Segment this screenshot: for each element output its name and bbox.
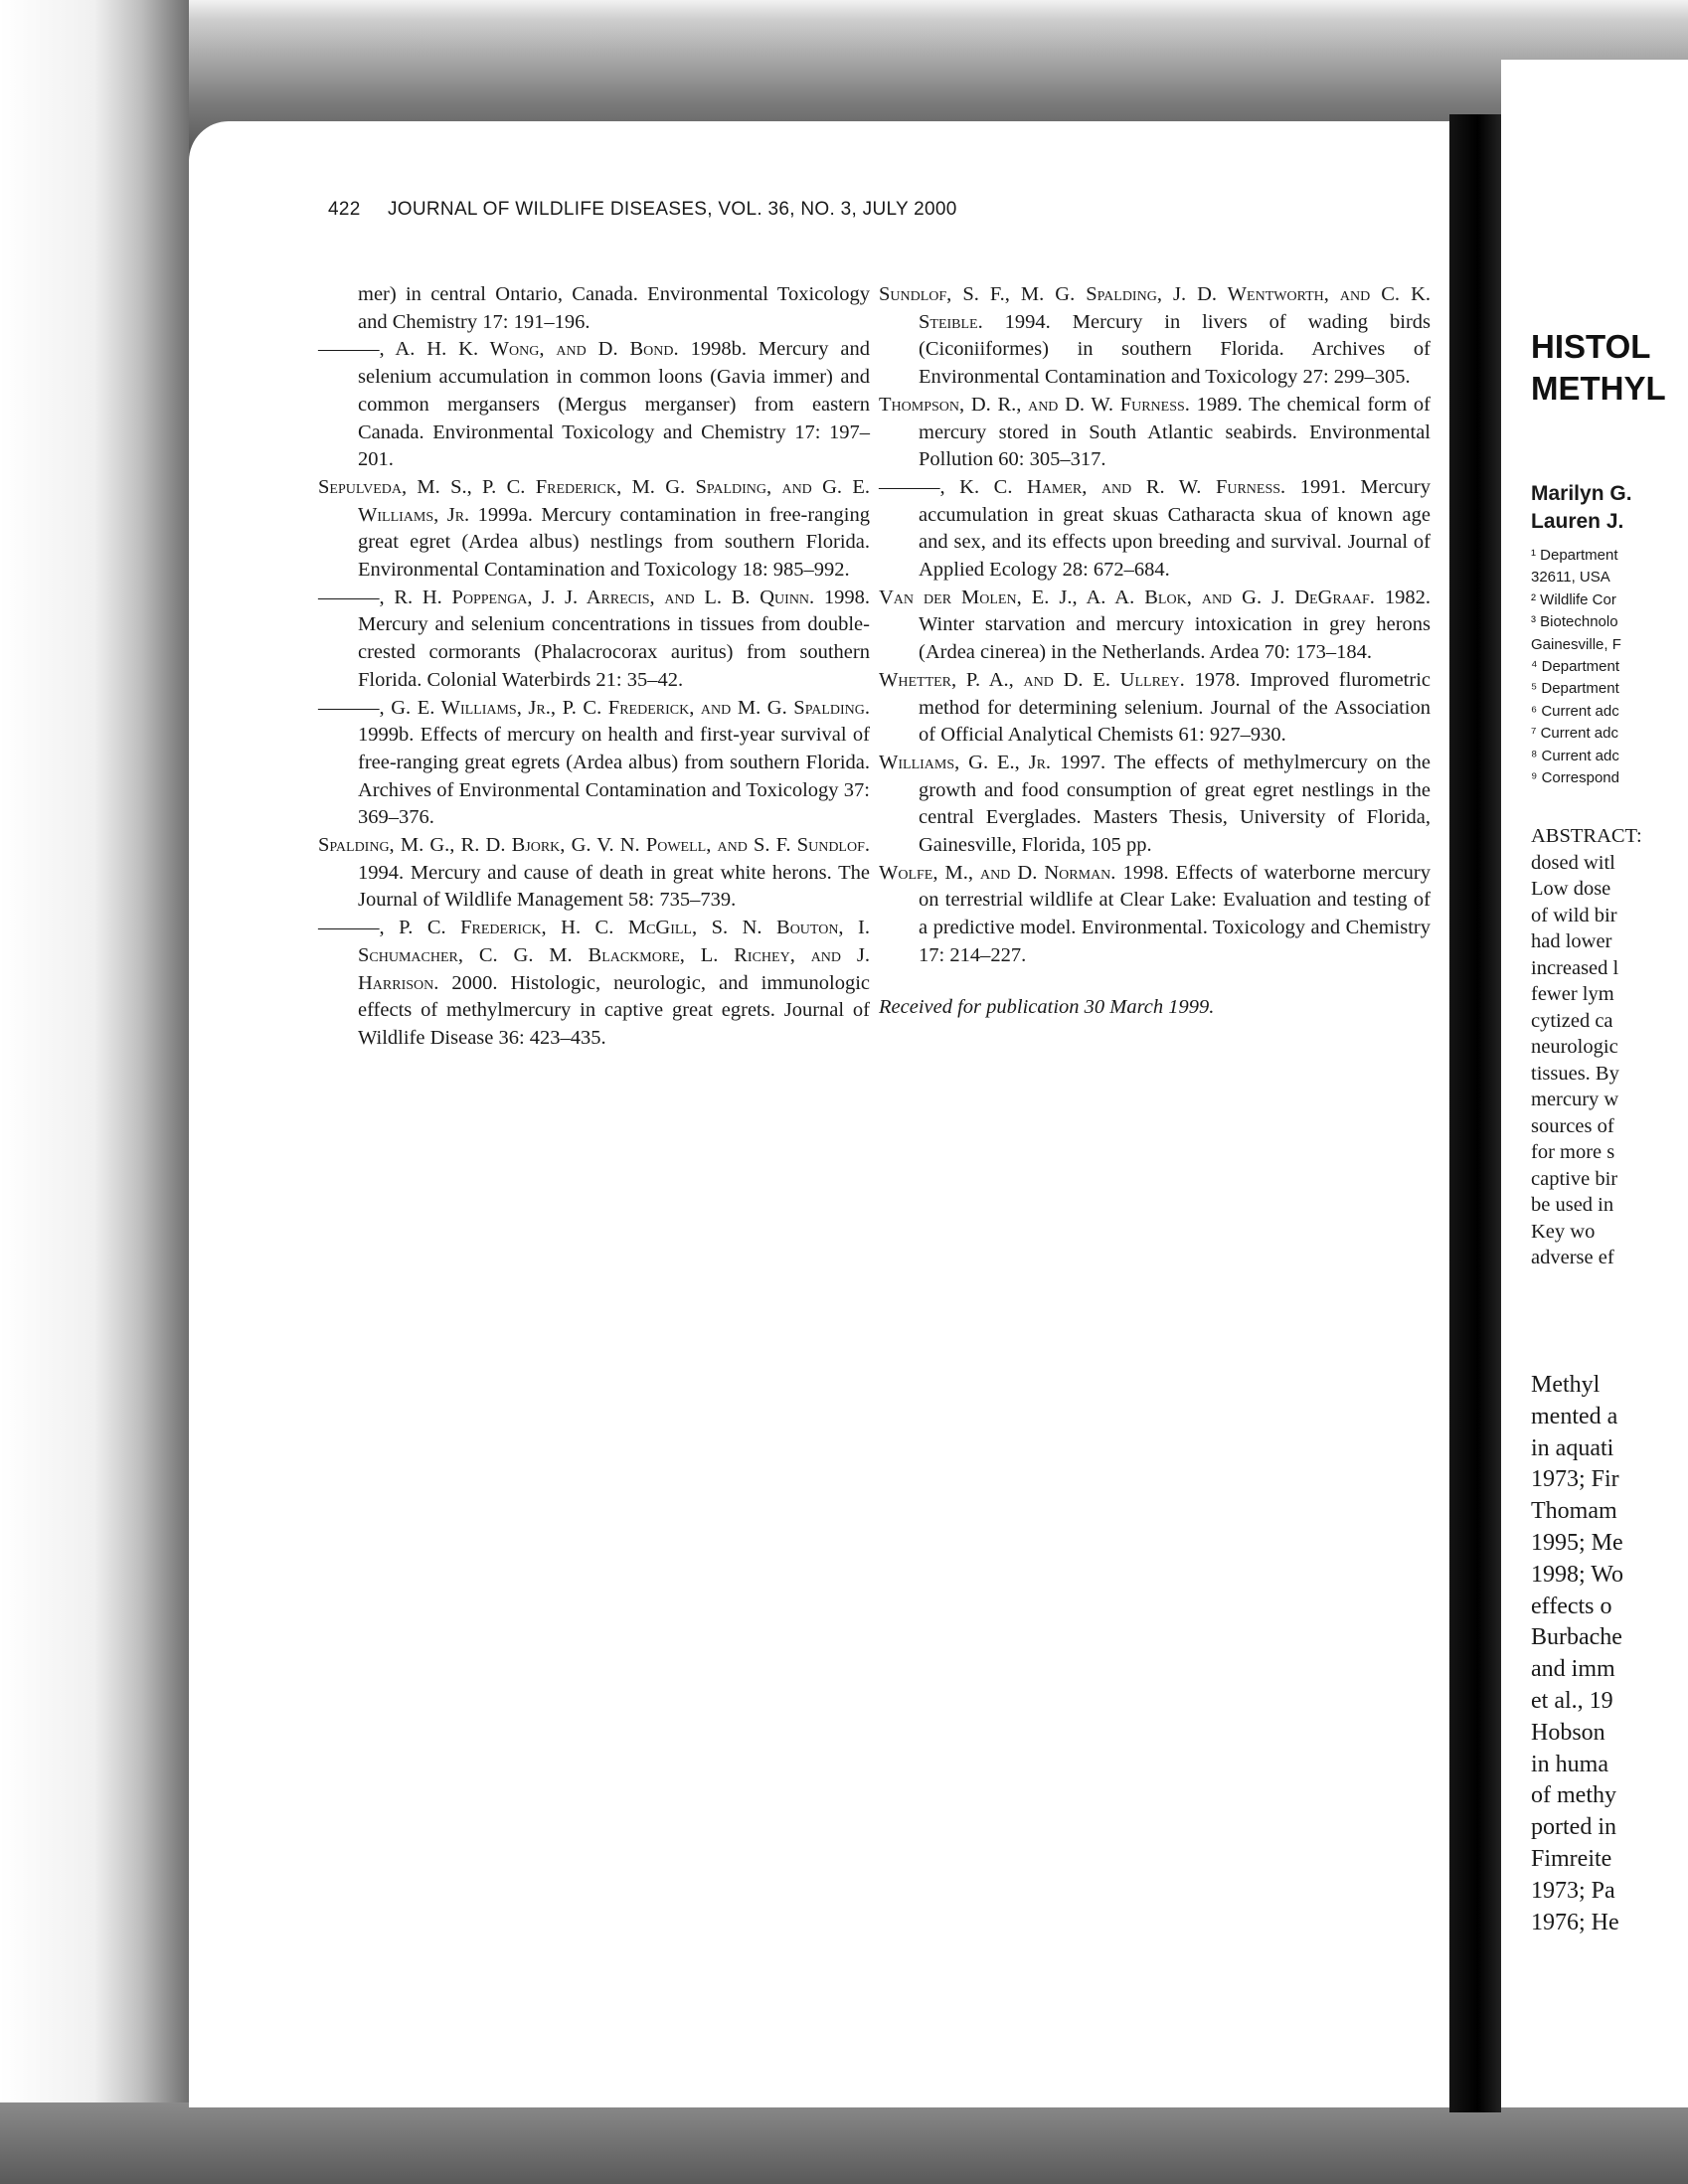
reference-authors: Sepulveda, M. S., P. C. Frederick, M. G. Spalding, and G. E. Williams, Jr. [318,475,870,526]
scan-border-left [0,0,189,2184]
reference-entry [318,695,870,833]
affiliation-line: ³ Biotechnolo [1531,613,1618,631]
reference-text: 1998. Effects of waterborne mercury on terrestrial wildlife at Clear Lake: Evaluation and testing of a predictive model. Environmental. Toxicology and Chemistry 17: 214–227. [919,861,1431,966]
body-line: 1995; Me [1531,1529,1623,1556]
abstract-line: ABSTRACT: [1531,825,1642,847]
affiliation-line: ⁶ Current adc [1531,702,1619,720]
facing-page-title [1531,326,1670,410]
affiliation-line: ⁵ Department [1531,680,1619,698]
body-line: mented a [1531,1403,1618,1429]
body-line: 1973; Fir [1531,1466,1619,1493]
abstract-line: tissues. By [1531,1062,1619,1085]
reference-entry [318,915,870,1053]
references-right-column [879,281,1431,1042]
body-line: Hobson [1531,1719,1605,1746]
abstract-line: captive bir [1531,1167,1618,1190]
body-line: of methy [1531,1782,1616,1809]
body-line: Methyl [1531,1372,1601,1398]
affiliation-line: ² Wildlife Cor [1531,590,1616,608]
reference-text: 1999a. Mercury contamination in free-ranging great egret (Ardea albus) nestlings from southern Florida. Environmental Contamination and Toxicology 18: 985–992. [358,503,870,582]
affiliation-line: 32611, USA [1531,569,1610,587]
body-line: Burbache [1531,1624,1622,1651]
reference-text: 1997. The effects of methylmercury on the growth and food consumption of great egret nestlings in the central Everglades. Masters Thesis, University of Florida, Gainesville, Florida, 105 pp. [919,751,1432,857]
affiliation-line: Gainesville, F [1531,635,1621,653]
reference-authors: ———, R. H. Poppenga, J. J. Arrecis, and L. B. Quinn. [318,586,815,608]
abstract-line: for more s [1531,1141,1615,1163]
affiliation-line: ⁷ Current adc [1531,725,1618,743]
author-line: Lauren J. [1531,510,1624,533]
abstract-line: had lower [1531,930,1612,952]
reference-entry [879,585,1431,667]
reference-authors: ———, K. C. Hamer, and R. W. Furness. [879,475,1286,498]
scan-border-bottom [0,2102,1688,2184]
reference-text: 1982. Winter starvation and mercury intoxication in grey herons (Ardea cinerea) in the Netherlands. Ardea 70: 173–184. [919,586,1431,664]
affiliation-line: ⁸ Current adc [1531,747,1619,764]
body-line: in huma [1531,1751,1608,1777]
reference-authors: Sundlof, S. F., M. G. Spalding, J. D. Wentworth, and C. K. Steible. [879,283,1431,333]
received-date: Received for publication 30 March 1999. [879,995,1215,1018]
body-line: 1998; Wo [1531,1561,1623,1588]
reference-text: 1991. Mercury accumulation in great skuas Catharacta skua of known age and sex, and its effects upon breeding and survival. Journal of Applied Ecology 28: 672–684. [919,475,1431,582]
reference-authors: ———, G. E. Williams, Jr., P. C. Frederick, and M. G. Spalding. [318,696,870,719]
abstract-line: dosed witl [1531,851,1615,874]
reference-authors: Williams, G. E., Jr. [879,751,1052,773]
reference-text: 1999b. Effects of mercury on health and first-year survival of free-ranging great egrets (Ardea albus) from southern Florida. Archives of Environmental Contamination and Toxicology 37: 369–376. [358,724,870,829]
journal-title: JOURNAL OF WILDLIFE DISEASES, VOL. 36, NO. 3, JULY 2000 [388,199,957,220]
facing-page-body [1531,1370,1678,1938]
body-line: 1976; He [1531,1909,1619,1935]
body-line: et al., 19 [1531,1687,1613,1714]
abstract-line: Low dose [1531,878,1611,900]
reference-authors: ———, P. C. Frederick, H. C. McGill, S. N. Bouton, I. Schumacher, C. G. M. Blackmore, L. Richey, and J. Harrison. [318,917,870,994]
abstract-line: mercury w [1531,1089,1619,1110]
author-line: Marilyn G. [1531,482,1632,505]
reference-authors: Whetter, P. A., and D. E. Ullrey. [879,668,1185,691]
body-line: Fimreite [1531,1845,1612,1872]
reference-entry [879,474,1431,585]
book-gutter [1449,114,1501,2112]
abstract-line: of wild bir [1531,904,1617,926]
abstract-line: fewer lym [1531,983,1614,1005]
references-left-column [318,281,870,1053]
reference-text: 1994. Mercury and cause of death in great white herons. The Journal of Wildlife Management 58: 735–739. [358,861,870,912]
running-head [328,199,1422,221]
reference-authors: Thompson, D. R., and D. W. Furness. [879,393,1190,416]
reference-authors: Wolfe, M., and D. Norman. [879,861,1116,884]
reference-text: 1989. The chemical form of mercury stored in South Atlantic seabirds. Environmental Pollution 60: 305–317. [919,393,1431,471]
reference-entry [879,860,1431,970]
reference-text: 1978. Improved flurometric method for determining selenium. Journal of the Association of Official Analytical Chemists 61: 927–930. [919,668,1431,747]
facing-page-authors [1531,480,1670,536]
reference-entry [879,750,1431,860]
body-line: 1973; Pa [1531,1877,1615,1904]
body-line: effects o [1531,1593,1612,1619]
body-line: in aquati [1531,1434,1614,1461]
reference-entry [879,281,1431,392]
affiliation-line: ¹ Department [1531,547,1618,564]
reference-authors: Van der Molen, E. J., A. A. Blok, and G. J. DeGraaf. [879,586,1375,608]
reference-text: 2000. Histologic, neurologic, and immunologic effects of methylmercury in captive great egrets. Journal of Wildlife Disease 36: 423–435. [358,971,870,1049]
abstract-line: increased l [1531,956,1619,979]
reference-text: 1994. Mercury in livers of wading birds (Ciconiiformes) in southern Florida. Archives of Environmental Contamination and Toxicology 27: 299–305. [919,310,1431,389]
title-line: METHYL [1531,370,1666,407]
facing-page-abstract [1531,823,1678,1271]
reference-text: 1998. Mercury and selenium concentrations in tissues from double-crested cormorants (Phalacrocorax auritus) from southern Florida. Colonial Waterbirds 21: 35–42. [358,586,870,691]
reference-entry [318,585,870,695]
reference-entry [879,667,1431,750]
reference-authors: Spalding, M. G., R. D. Bjork, G. V. N. Powell, and S. F. Sundlof. [318,834,870,857]
reference-entry [318,832,870,915]
affiliation-line: ⁴ Department [1531,658,1619,676]
reference-entry [318,281,870,336]
title-line: HISTOL [1531,328,1651,365]
reference-authors: ———, A. H. K. Wong, and D. Bond. [318,338,679,361]
abstract-line: sources of [1531,1114,1614,1137]
affiliation-line: ⁹ Correspond [1531,769,1619,787]
page-number: 422 [328,199,361,220]
reference-text: 1998b. Mercury and selenium accumulation in common loons (Gavia immer) and common mergansers (Mergus merganser) from eastern Canada. Environmental Toxicology and Chemistry 17: 197–201. [358,338,870,471]
reference-text: mer) in central Ontario, Canada. Environmental Toxicology and Chemistry 17: 191–196. [358,283,870,333]
body-line: ported in [1531,1814,1616,1841]
body-line: and imm [1531,1656,1615,1683]
abstract-line: adverse ef [1531,1247,1614,1268]
facing-page-affiliations [1531,545,1678,789]
abstract-line: cytized ca [1531,1009,1613,1032]
abstract-line: be used in [1531,1194,1614,1216]
reference-entry [318,336,870,474]
body-line: Thomam [1531,1498,1617,1525]
abstract-line: neurologic [1531,1036,1618,1058]
reference-entry [879,392,1431,474]
reference-entry [318,474,870,585]
abstract-line: Key wo [1531,1220,1596,1243]
